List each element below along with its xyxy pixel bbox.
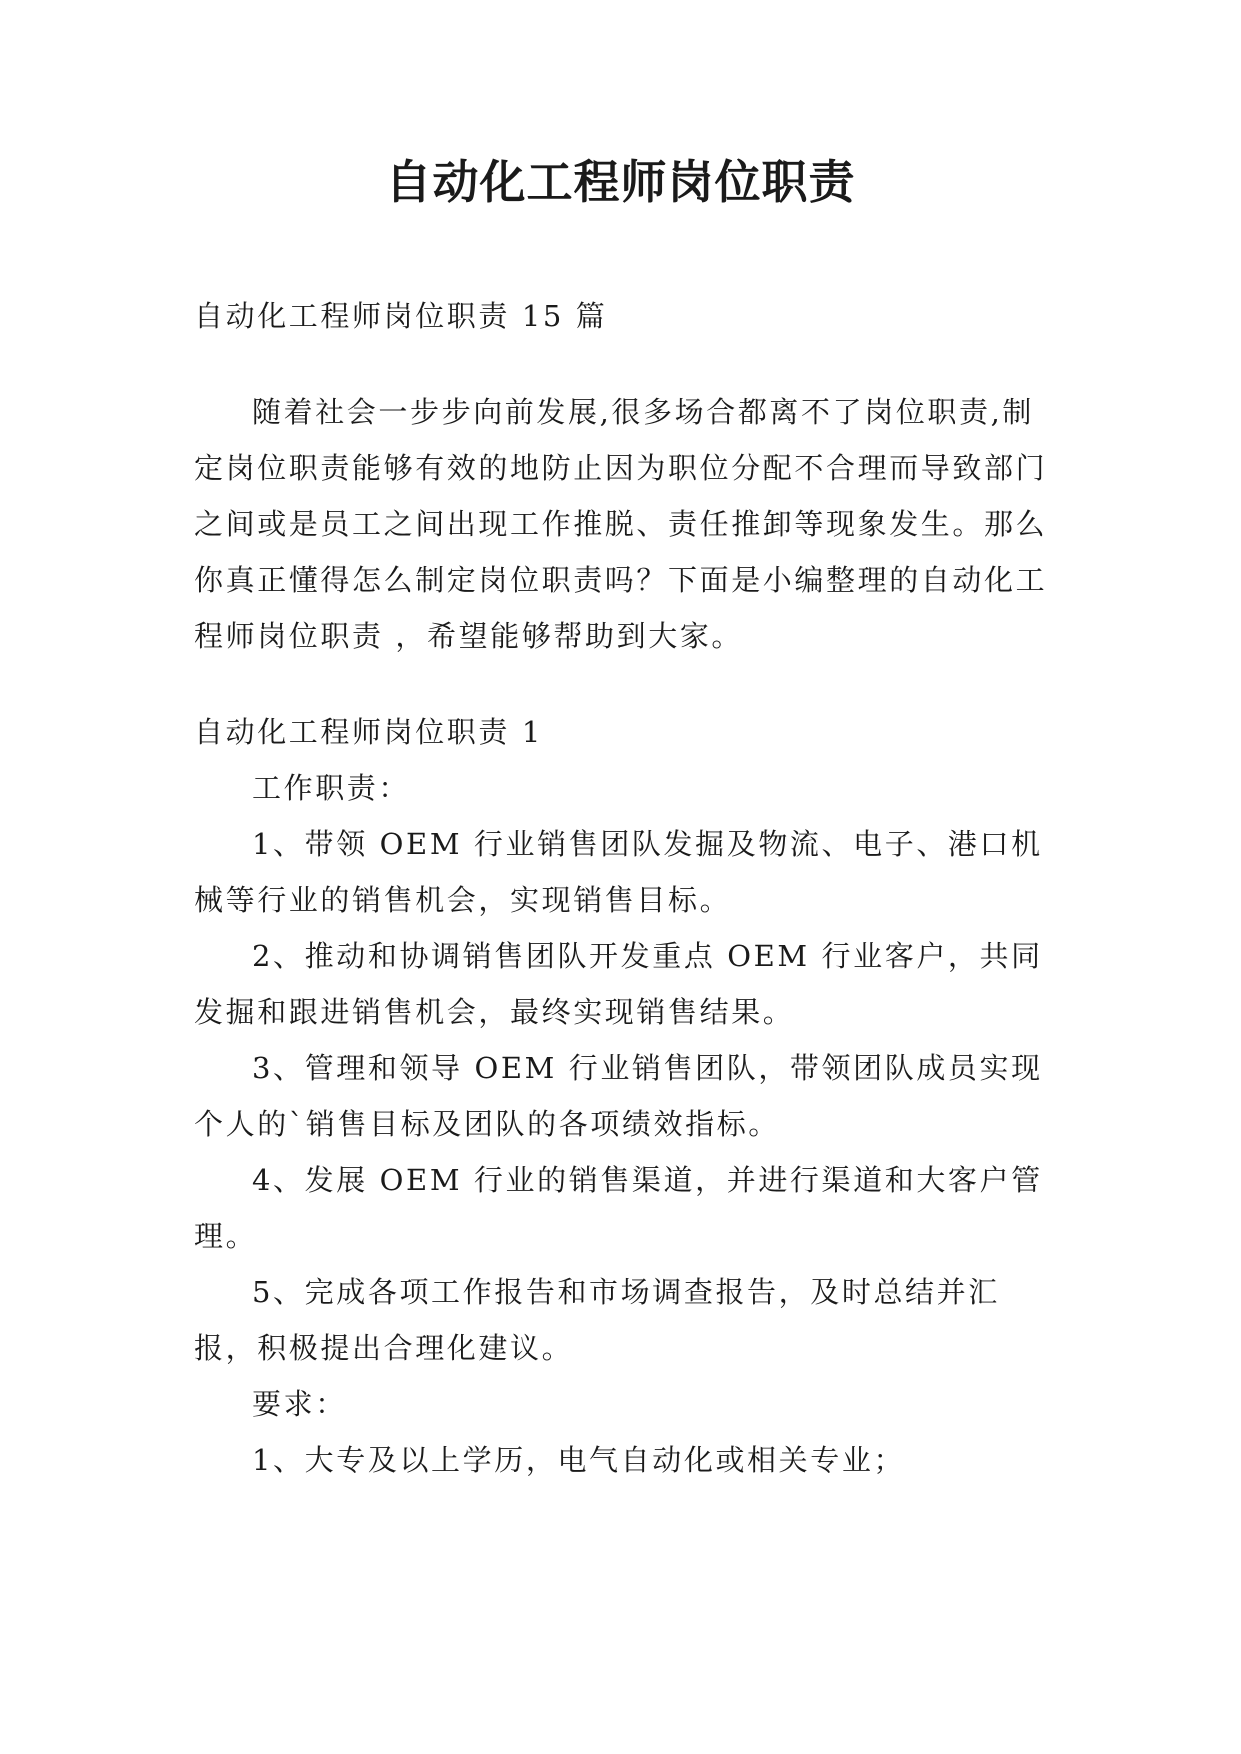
document-title: 自动化工程师岗位职责: [385, 155, 856, 209]
document-body: [194, 288, 1054, 1488]
duty-item: 2、推动和协调销售团队开发重点 OEM 行业客户，共同发掘和跟进销售机会，最终实现销售结果。: [194, 939, 1043, 1029]
intro-paragraph: 随着社会一步步向前发展,很多场合都离不了岗位职责,制定岗位职责能够有效的地防止因为职位分配不合理而导致部门之间或是员工之间出现工作推脱、责任推卸等现象发生。那么你真正懂得怎么制定岗位职责吗？下面是小编整理的自动化工程师岗位职责 ，希望能够帮助到大家。: [194, 395, 1048, 653]
duties-label: 工作职责：: [252, 771, 411, 805]
document-subtitle: 自动化工程师岗位职责 15 篇: [194, 299, 608, 333]
duty-item: 1、带领 OEM 行业销售团队发掘及物流、电子、港口机械等行业的销售机会，实现销售目标。: [194, 827, 1043, 917]
duty-item: 3、管理和领导 OEM 行业销售团队，带领团队成员实现个人的`销售目标及团队的各项绩效指标。: [194, 1051, 1043, 1141]
duty-item: 5、完成各项工作报告和市场调查报告，及时总结并汇报，积极提出合理化建议。: [194, 1275, 1000, 1365]
duty-item: 4、发展 OEM 行业的销售渠道，并进行渠道和大客户管理。: [194, 1163, 1043, 1253]
section-heading: 自动化工程师岗位职责 1: [194, 715, 543, 749]
requirement-item: 1、大专及以上学历，电气自动化或相关专业；: [252, 1443, 906, 1477]
requirements-label: 要求：: [252, 1387, 347, 1421]
